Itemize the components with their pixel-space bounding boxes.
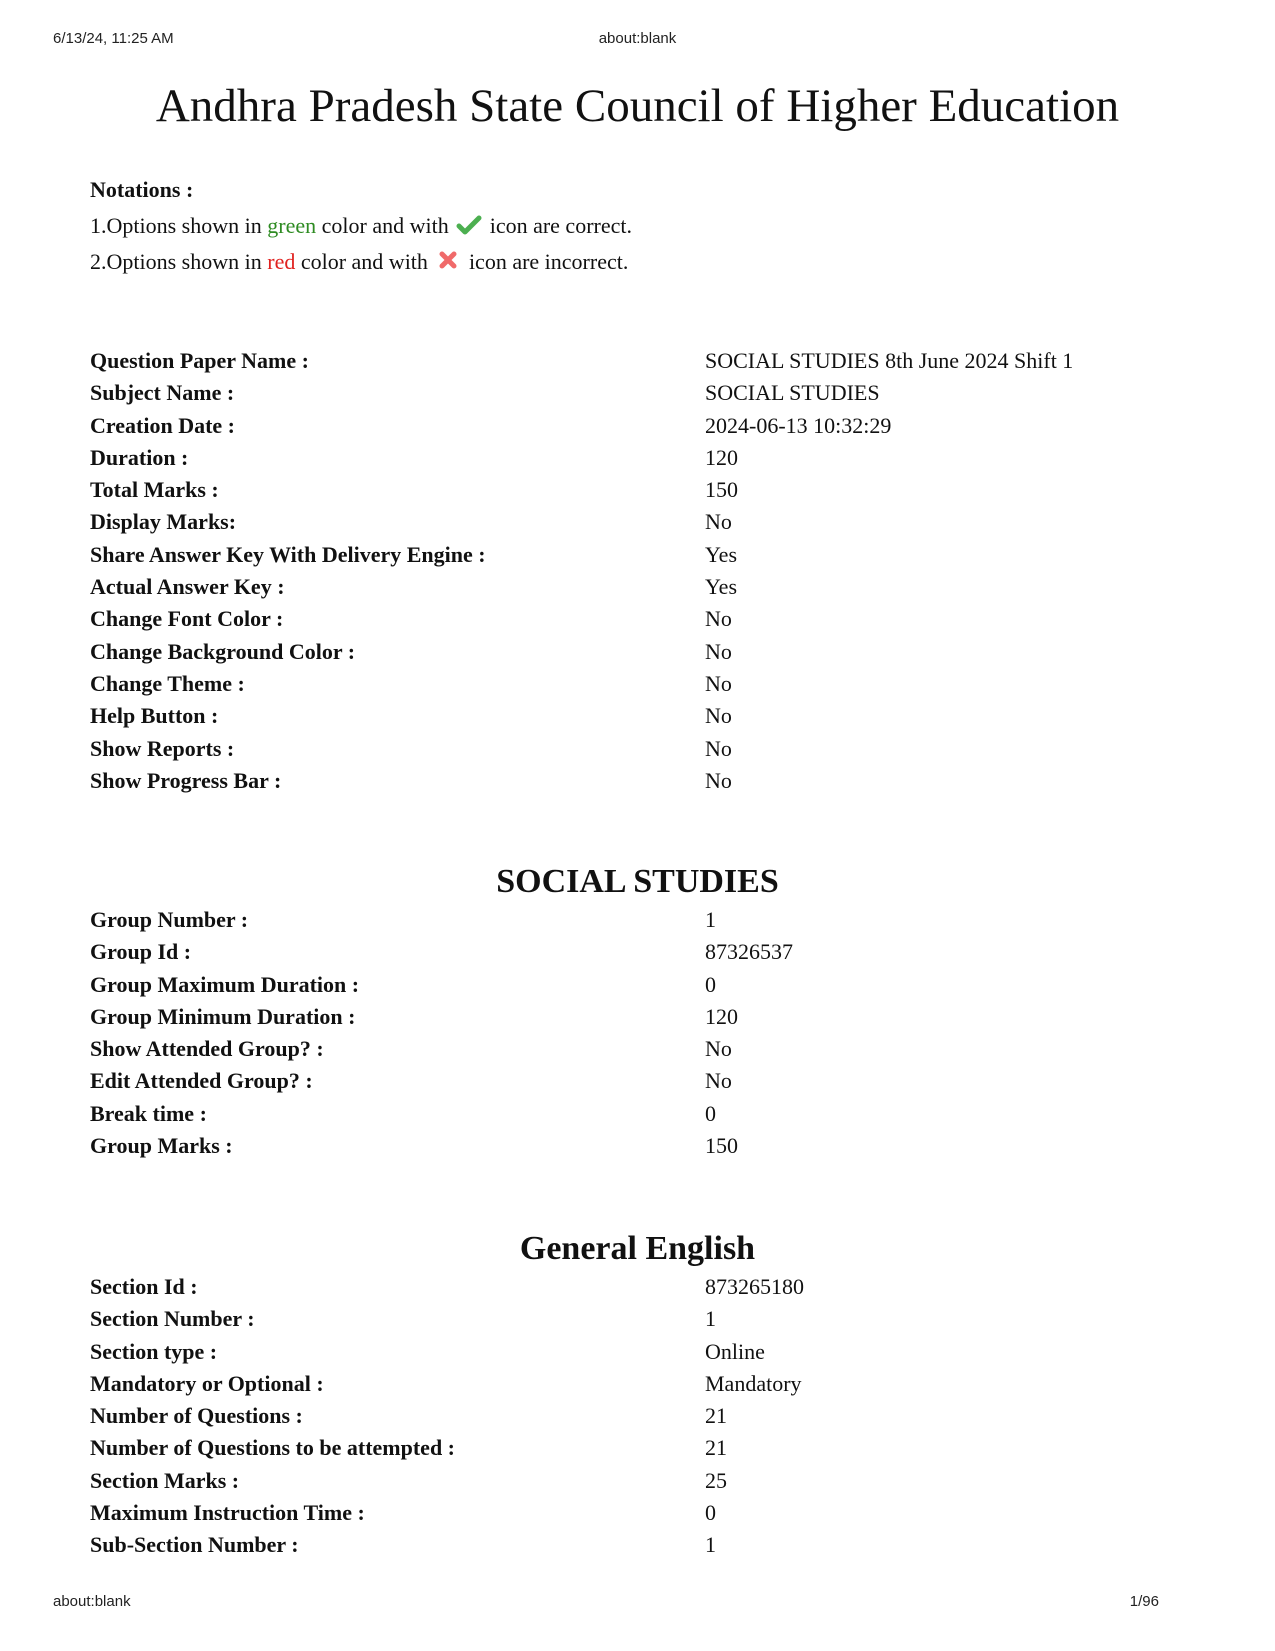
section-info-row-label: Number of Questions : [90, 1403, 303, 1429]
group-info-row-label: Group Maximum Duration : [90, 971, 360, 997]
paper-info-row-value: 120 [705, 444, 738, 470]
paper-info-row-value: No [705, 638, 732, 664]
section-heading: General English [519, 1230, 756, 1267]
section-info-row-value: 1 [705, 1306, 716, 1332]
section-info-row-value: 25 [705, 1467, 727, 1493]
section-info-row-label: Maximum Instruction Time : [90, 1500, 365, 1526]
paper-info-row-label: Display Marks: [90, 509, 237, 535]
section-info-row-value: 21 [705, 1403, 727, 1429]
group-info-row [90, 907, 1190, 939]
section-info-row-label: Section type : [90, 1338, 218, 1364]
group-info-row-label: Show Attended Group? : [90, 1036, 324, 1062]
paper-info-row-label: Show Reports : [90, 735, 235, 761]
section-info-row-value: 0 [705, 1500, 716, 1526]
paper-info-row-value: No [705, 735, 732, 761]
page-title: Andhra Pradesh State Council of Higher Education [155, 80, 1120, 132]
group-info-row-label: Group Minimum Duration : [90, 1003, 356, 1029]
paper-info-row-label: Help Button : [90, 703, 219, 729]
group-info-row [90, 1068, 1190, 1100]
group-heading: SOCIAL STUDIES [496, 863, 779, 900]
group-info-row [90, 939, 1190, 971]
paper-info-row [90, 542, 1190, 574]
group-info-row-value: No [705, 1068, 732, 1094]
notation-correct: 1.Options shown in green color and with icon are correct. [90, 213, 632, 238]
paper-info-row-label: Creation Date : [90, 412, 235, 438]
group-info-row-label: Edit Attended Group? : [90, 1068, 313, 1094]
section-info-row-value: Mandatory [705, 1370, 802, 1396]
checkmark-icon [456, 214, 482, 236]
group-info-row-value: 0 [705, 1100, 716, 1126]
group-info-row [90, 972, 1190, 1004]
section-info-table [90, 1274, 1190, 1565]
paper-info-row [90, 477, 1190, 509]
paper-info-row [90, 380, 1190, 412]
group-info-row [90, 1133, 1190, 1165]
paper-info-row [90, 736, 1190, 768]
paper-info-row [90, 671, 1190, 703]
paper-info-row [90, 509, 1190, 541]
paper-info-row [90, 348, 1190, 380]
group-info-table [90, 907, 1190, 1165]
paper-info-row [90, 768, 1190, 800]
paper-info-row-value: No [705, 606, 732, 632]
group-info-row-value: 120 [705, 1003, 738, 1029]
paper-info-row-value: No [705, 767, 732, 793]
section-info-row [90, 1371, 1190, 1403]
section-info-row [90, 1435, 1190, 1467]
paper-info-row [90, 703, 1190, 735]
section-info-row [90, 1403, 1190, 1435]
section-info-row-label: Section Id : [90, 1274, 198, 1299]
notations [90, 172, 632, 280]
red-word: red [267, 249, 296, 274]
print-footer [0, 1593, 1275, 1613]
paper-info-row-label: Show Progress Bar : [90, 767, 282, 793]
paper-info-row [90, 445, 1190, 477]
section-info-row-value: 21 [705, 1435, 727, 1461]
section-info-row [90, 1339, 1190, 1371]
section-info-row-label: Section Number : [90, 1306, 255, 1332]
paper-info-row-value: SOCIAL STUDIES [705, 380, 880, 406]
paper-info-row-label: Duration : [90, 444, 189, 470]
page-number: 1/96 [1129, 1593, 1159, 1610]
group-info-row [90, 1004, 1190, 1036]
paper-info-row-label: Change Theme : [90, 670, 245, 696]
group-info-row-value: No [705, 1036, 732, 1062]
paper-info-row-value: SOCIAL STUDIES 8th June 2024 Shift 1 [705, 348, 1074, 373]
group-info-row-label: Group Marks : [90, 1133, 233, 1159]
section-info-row [90, 1500, 1190, 1532]
notations-heading: Notations : [90, 177, 194, 202]
section-info-row-label: Mandatory or Optional : [90, 1370, 324, 1396]
group-info-row-value: 0 [705, 971, 716, 997]
paper-info-row-label: Change Background Color : [90, 638, 356, 664]
paper-info-row [90, 413, 1190, 445]
paper-info-row-value: No [705, 670, 732, 696]
group-info-row [90, 1036, 1190, 1068]
paper-info-row-value: Yes [705, 541, 738, 567]
paper-info-row-label: Question Paper Name : [90, 348, 309, 373]
paper-info-row-label: Total Marks : [90, 477, 219, 503]
group-info-row-label: Break time : [90, 1100, 207, 1126]
group-info-row-label: Group Number : [90, 907, 249, 932]
section-info-row-label: Section Marks : [90, 1467, 240, 1493]
paper-info-row-label: Actual Answer Key : [90, 574, 285, 600]
section-info-row-value: Online [705, 1338, 765, 1364]
section-info-row [90, 1532, 1190, 1564]
section-info-row [90, 1274, 1190, 1306]
paper-info-row-value: No [705, 703, 732, 729]
section-info-row-label: Number of Questions to be attempted : [90, 1435, 456, 1461]
print-datetime: 6/13/24, 11:25 AM [53, 30, 174, 47]
paper-info-row [90, 574, 1190, 606]
paper-info-row-value: 2024-06-13 10:32:29 [705, 412, 892, 438]
paper-info-row-label: Change Font Color : [90, 606, 284, 632]
paper-info-row-label: Share Answer Key With Delivery Engine : [90, 541, 486, 567]
green-word: green [267, 213, 317, 238]
paper-info-row [90, 606, 1190, 638]
section-info-row-label: Sub-Section Number : [90, 1532, 299, 1558]
paper-info-row-value: 150 [705, 477, 738, 503]
paper-info-table [90, 348, 1190, 800]
group-info-row-value: 1 [705, 907, 716, 932]
footer-url: about:blank [53, 1593, 131, 1610]
section-info-row [90, 1468, 1190, 1500]
group-info-row [90, 1101, 1190, 1133]
paper-info-row-label: Subject Name : [90, 380, 235, 406]
paper-info-row-value: No [705, 509, 732, 535]
print-header [0, 30, 1275, 50]
group-info-row-label: Group Id : [90, 939, 192, 965]
print-url: about:blank [598, 30, 677, 47]
section-info-row [90, 1306, 1190, 1338]
group-info-row-value: 87326537 [705, 939, 793, 965]
group-info-row-value: 150 [705, 1133, 738, 1159]
notation-incorrect: 2.Options shown in red color and with icon are incorrect. [90, 249, 629, 274]
paper-info-row-value: Yes [705, 574, 738, 600]
paper-info-row [90, 639, 1190, 671]
section-info-row-value: 873265180 [705, 1274, 804, 1299]
cross-icon [435, 250, 461, 272]
section-info-row-value: 1 [705, 1532, 716, 1558]
